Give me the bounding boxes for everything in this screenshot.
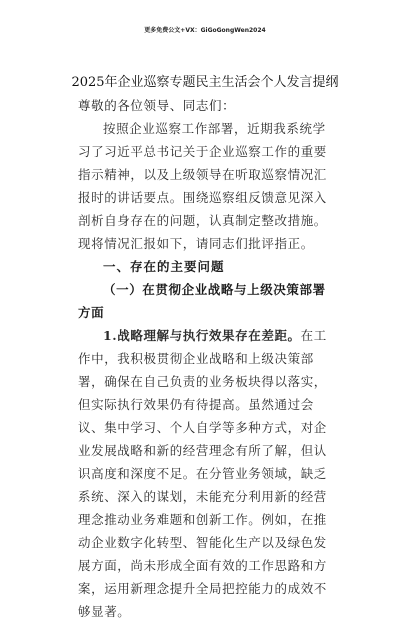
subsection-heading: （一）在贯彻企业战略与上级决策部署方面 [78,282,326,320]
intro-paragraph: 按照企业巡察工作部署，近期我系统学习了习近平总书记关于企业巡察工作的重要指示精神，以及上级领导在听取巡察情况汇报时的讲话要点。围绕巡察组反馈意见深入剖析自身存在的问题，认真制定整改措施。现将情况汇报如下，请同志们批评指正。 [78,121,327,251]
document-title: 2025年企业巡察专题民主生活会个人发言提纲 [71,75,339,90]
point-body: 在工作中，我积极贯彻企业战略和上级决策部署，确保在自己负责的业务板块得以落实，但实际执行效果仍有待提高。虽然通过会议、集中学习、个人自学等多种方式，对企业发展战略和新的经营理念有所了解，但认识高度和深度不足。在分管业务领域，缺乏系统、深入的谋划，未能充分利用新的经营理念推动业务难题和创新工作。例如，在推动企业数字化转型、智能化生产以及绿色发展方面，尚未形成全面有效的工作思路和方案，运用新理念提升全局把控能力的成效不够显著。 [78,328,327,619]
point-paragraph [78,324,334,623]
point-lead: 1.战略理解与执行效果存在差距。 [103,328,301,343]
header-note: 更多免费公文+VX：GiGoGongWen2024 [144,27,266,34]
document-body [78,94,334,623]
greeting: 尊敬的各位领导、同志们： [78,98,236,113]
section-heading: 一、存在的主要问题 [103,259,225,274]
